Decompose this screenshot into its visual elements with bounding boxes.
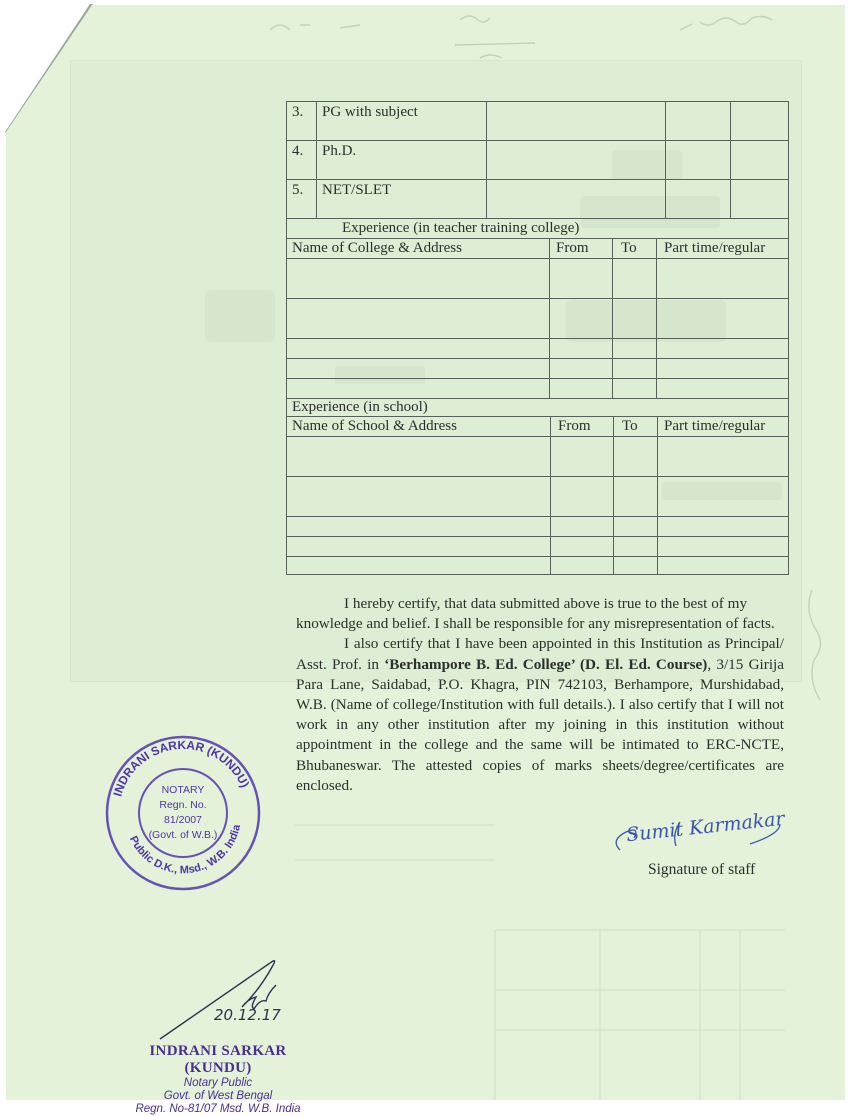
qualification-sl: 4. [292, 143, 304, 159]
school-col-from: From [558, 418, 591, 434]
experience-college-title: Experience (in teacher training college) [342, 220, 580, 236]
staff-signature-flourish [600, 812, 790, 857]
seal-center-line: Regn. No. [159, 799, 207, 811]
college-col-to: To [621, 240, 637, 256]
experience-school-title: Experience (in school) [292, 399, 428, 415]
notary-date: 20.12.17 [214, 1006, 281, 1024]
notary-seal [104, 734, 262, 892]
seal-ring-top-text: INDRANI SARKAR (KUNDU) [110, 737, 253, 798]
seal-center-line: 81/2007 [164, 814, 202, 826]
declaration-para-2: I also certify that I have been appointed in this Institution as Principal/ Asst. Prof. in ‘Berhampore B. Ed. College’ (D. El. Ed. Course), 3/15 Girija Para Lane, Saidabad, P.O. Khagra, PIN 742103, Berhampore, Murshidabad, W.B. (Name of college/Institution with full details.). I also certify that I will not work in any other institution after my joining in this institution without appointment in the college and the same will be intimated to ERC-NCTE, Bhubaneswar. The attested copies of marks sheets/degree/certificates are enclosed. [296, 635, 784, 794]
seal-ring-bottom-text: Public D.K., Msd., W.B. India [126, 823, 244, 877]
college-name: ‘Berhampore B. Ed. College’ (D. El. Ed. Course) [384, 655, 708, 673]
notary-govt: Govt. of West Bengal [163, 1090, 273, 1102]
notary-regn: Regn. No-81/07 Msd. W.B. India [135, 1103, 301, 1115]
college-col-name: Name of College & Address [292, 240, 462, 256]
school-col-name: Name of School & Address [292, 418, 457, 434]
qualification-degree: PG with subject [322, 104, 418, 120]
notary-title: Notary Public [183, 1077, 253, 1089]
qualification-degree: NET/SLET [322, 182, 392, 198]
notary-name: INDRANI SARKAR (KUNDU) [149, 1043, 287, 1076]
notary-signature [150, 955, 290, 1041]
staff-signature: Sumit Karmakar [625, 807, 786, 847]
qualification-sl: 3. [292, 104, 304, 120]
declaration-text [296, 594, 784, 796]
seal-center-line: (Govt. of W.B.) [148, 829, 218, 841]
notary-attestation-stamp [118, 1043, 318, 1116]
college-col-from: From [556, 240, 589, 256]
school-col-type: Part time/regular [664, 418, 766, 434]
seal-center-line: NOTARY [161, 784, 205, 796]
school-col-to: To [622, 418, 638, 434]
qualification-sl: 5. [292, 182, 304, 198]
college-col-type: Part time/regular [664, 240, 766, 256]
declaration-para-1: I hereby certify, that data submitted above is true to the best of my knowledge and belief. I shall be responsible for any misrepresentation of facts. [296, 595, 775, 633]
qualification-degree: Ph.D. [322, 143, 357, 159]
staff-signature-label: Signature of staff [648, 861, 756, 878]
